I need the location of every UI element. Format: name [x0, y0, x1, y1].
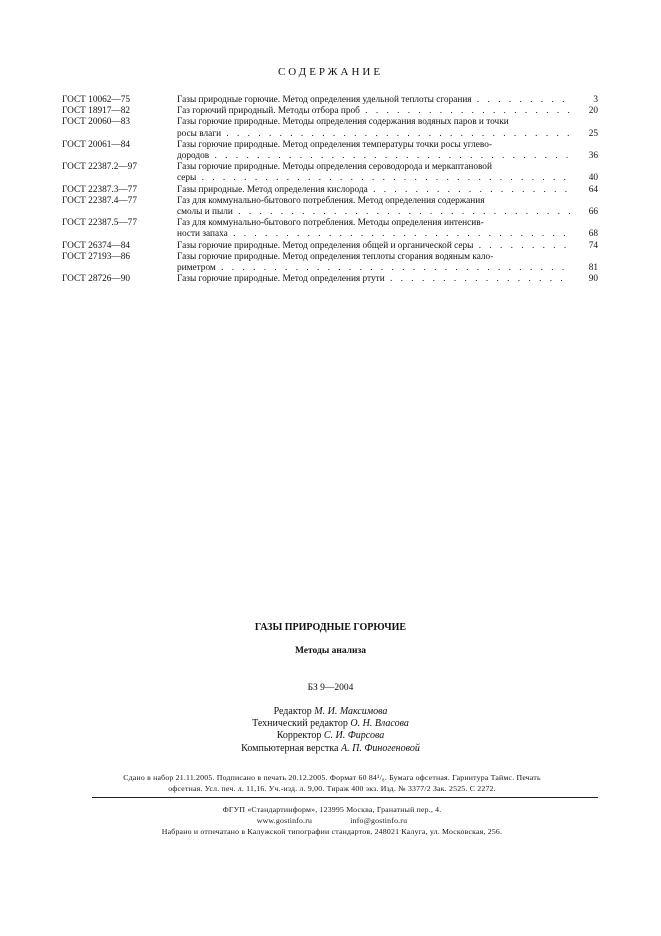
- staff-credits: [0, 706, 661, 755]
- toc-page-number: 66: [588, 207, 598, 218]
- staff-role: Корректор: [276, 730, 322, 742]
- toc-leader-dots: . . . . . . . . .: [471, 95, 568, 105]
- book-code: БЗ 9—2004: [307, 683, 354, 693]
- staff-credit: [0, 718, 661, 730]
- toc-title-text: Газы горючие природные. Метод определения температуры точки росы углево-: [177, 139, 492, 150]
- publisher-sites: [62, 815, 602, 826]
- toc-title-line: [177, 263, 576, 274]
- toc-title: [177, 117, 576, 139]
- toc-title: [177, 218, 576, 240]
- imprint-line: офсетная. Усл. печ. л. 11,16. Уч.-изд. л. 9,00. Тираж 400 экз. Изд. № 3377/2 Зак. 2525. С 2272.: [168, 783, 496, 793]
- toc-leader-dots: . . . . . . . . . . . . . . . . .: [384, 274, 566, 285]
- toc-standard-code: ГОСТ 22387.4—77: [62, 195, 137, 206]
- toc-entry[interactable]: [62, 185, 598, 196]
- staff-credit: [0, 743, 661, 755]
- toc-entry[interactable]: [62, 196, 598, 218]
- toc-title-line: [177, 117, 576, 128]
- divider: [92, 797, 598, 798]
- toc-title-text: Газы природные горючие. Метод определения удельной теплоты сгорания: [177, 95, 472, 105]
- printer-line: Набрано и отпечатано в Калужской типографии стандартов, 248021 Калуга, ул. Московская, 256.: [161, 827, 503, 836]
- toc-title-text: Газ для коммунально-бытового потребления. Методы определения интенсив-: [177, 218, 484, 229]
- imprint-line: Сдано в набор 21.11.2005. Подписано в печать 20.12.2005. Формат 60 84¹/₈. Бумага офсетная. Гарнитура Таймс. Печать: [123, 773, 541, 782]
- toc-entry[interactable]: [62, 252, 598, 274]
- toc-page-number: 3: [593, 95, 598, 105]
- toc-title-text: Газ горючий природный. Методы отбора проб: [177, 106, 360, 117]
- toc-title: [177, 95, 576, 106]
- staff-role: Редактор: [273, 706, 312, 717]
- toc-standard-code: ГОСТ 22387.5—77: [62, 218, 137, 229]
- toc-leader-dots: . . . . . . . . . . . . . . . . . . . . . . . . . . . . . . . . . .: [209, 151, 572, 162]
- toc-title-text: Газы горючие природные. Метод определения теплоты сгорания водяным кало-: [177, 251, 494, 262]
- toc-page-number: 64: [588, 184, 598, 195]
- toc-leader-dots: . . . . . . . . .: [473, 240, 570, 251]
- toc-title: [177, 162, 576, 184]
- toc-title-line: [177, 185, 576, 196]
- toc-leader-dots: . . . . . . . . . . . . . . . . . . . .: [359, 106, 573, 117]
- toc-title-text: серы: [177, 173, 197, 184]
- toc-entry[interactable]: [62, 162, 598, 184]
- toc-leader-dots: . . . . . . . . . . . . . . . . . . . . . . . . . . . . . . . .: [232, 207, 574, 218]
- toc-title-text: ности запаха: [177, 229, 228, 240]
- toc-entry[interactable]: [62, 95, 598, 106]
- toc-page-number: 36: [588, 151, 598, 162]
- toc-page-number: 25: [588, 128, 598, 139]
- toc-entry[interactable]: [62, 241, 598, 252]
- staff-name: О. Н. Власова: [350, 718, 409, 730]
- toc-title: [177, 106, 576, 117]
- toc-page-number: 68: [588, 229, 598, 240]
- publisher-block: [62, 804, 602, 837]
- toc-leader-dots: . . . . . . . . . . . . . . . . . . . . . . . . . . . . . . . . .: [215, 263, 568, 274]
- staff-name: А. П. Финогеновой: [340, 742, 420, 754]
- toc-title-line: [177, 95, 576, 106]
- toc-entry[interactable]: [62, 274, 598, 285]
- toc-page-number: 40: [588, 173, 598, 184]
- toc-title-text: росы влаги: [177, 128, 222, 139]
- toc-standard-code: ГОСТ 28726—90: [62, 274, 131, 285]
- table-of-contents: [62, 95, 598, 285]
- toc-title-line: [177, 274, 576, 285]
- toc-title-line: [177, 106, 576, 117]
- toc-standard-code: ГОСТ 20060—83: [62, 117, 131, 128]
- toc-title: [177, 252, 576, 274]
- toc-title: [177, 196, 576, 218]
- toc-entry[interactable]: [62, 106, 598, 117]
- toc-title-line: [177, 207, 576, 218]
- toc-title-text: дородов: [177, 151, 210, 162]
- staff-role: Компьютерная верстка: [241, 742, 339, 754]
- toc-page-number: 74: [588, 240, 598, 251]
- staff-role: Технический редактор: [252, 718, 348, 730]
- publisher-email[interactable]: info@gostinfo.ru: [350, 816, 408, 825]
- toc-title-line: [177, 229, 576, 240]
- toc-page-number: 90: [588, 274, 598, 285]
- toc-entry[interactable]: [62, 117, 598, 139]
- toc-page-number: 81: [588, 263, 598, 274]
- toc-title-text: Газы горючие природные. Методы определения содержания водяных паров и точки: [177, 117, 509, 128]
- toc-title: [177, 274, 576, 285]
- book-subtitle: Методы анализа: [294, 646, 367, 656]
- toc-title-line: [177, 173, 576, 184]
- toc-title-line: [177, 218, 576, 229]
- staff-credit: [0, 706, 661, 718]
- toc-title: [177, 140, 576, 162]
- publisher-website[interactable]: www.gostinfo.ru: [256, 816, 313, 825]
- toc-title-text: Газы горючие природные. Методы определения сероводорода и меркаптановой: [177, 162, 492, 173]
- toc-title-text: смолы и пыли: [177, 207, 233, 218]
- toc-title-text: Газы природные. Метод определения кислорода: [177, 184, 368, 195]
- toc-entry[interactable]: [62, 218, 598, 240]
- imprint-block: [68, 773, 596, 794]
- publisher-line: ФГУП «Стандартинформ», 123995 Москва, Гранатный пер., 4.: [222, 805, 442, 814]
- toc-leader-dots: . . . . . . . . . . . . . . . . . . . . . . . . . . . . . . . . .: [221, 128, 573, 139]
- staff-name: С. И. Фирсова: [323, 730, 385, 742]
- toc-title-text: Газы горючие природные. Метод определения общей и органической серы: [177, 240, 474, 251]
- toc-page-number: 20: [588, 106, 598, 117]
- toc-title-line: [177, 252, 576, 263]
- toc-leader-dots: . . . . . . . . . . . . . . . . . . .: [367, 184, 571, 195]
- toc-leader-dots: . . . . . . . . . . . . . . . . . . . . . . . . . . . . . . . .: [227, 229, 569, 240]
- toc-title-line: [177, 140, 576, 151]
- toc-entry[interactable]: [62, 140, 598, 162]
- toc-title-text: риметром: [177, 263, 216, 274]
- toc-title: [177, 185, 576, 196]
- toc-title-line: [177, 151, 576, 162]
- toc-title-line: [177, 129, 576, 140]
- toc-title-line: [177, 162, 576, 173]
- toc-title: [177, 241, 576, 252]
- toc-heading: СОДЕРЖАНИЕ: [277, 66, 384, 78]
- toc-title-text: Газы горючие природные. Метод определения ртути: [177, 274, 385, 285]
- toc-standard-code: ГОСТ 18917—82: [62, 106, 131, 117]
- toc-title-line: [177, 196, 576, 207]
- toc-standard-code: ГОСТ 20061—84: [62, 139, 131, 150]
- toc-standard-code: ГОСТ 22387.3—77: [62, 184, 137, 195]
- toc-standard-code: ГОСТ 22387.2—97: [62, 162, 137, 173]
- toc-standard-code: ГОСТ 27193—86: [62, 251, 131, 262]
- book-title: ГАЗЫ ПРИРОДНЫЕ ГОРЮЧИЕ: [254, 622, 407, 633]
- staff-credit: [0, 730, 661, 742]
- toc-leader-dots: . . . . . . . . . . . . . . . . . . . . . . . . . . . . . . . . . . .: [196, 173, 569, 184]
- toc-standard-code: ГОСТ 26374—84: [62, 240, 131, 251]
- staff-name: М. И. Максимова: [314, 706, 388, 717]
- toc-standard-code: ГОСТ 10062—75: [62, 95, 131, 105]
- toc-title-text: Газ для коммунально-бытового потребления. Метод определения содержания: [177, 195, 485, 206]
- toc-title-line: [177, 241, 576, 252]
